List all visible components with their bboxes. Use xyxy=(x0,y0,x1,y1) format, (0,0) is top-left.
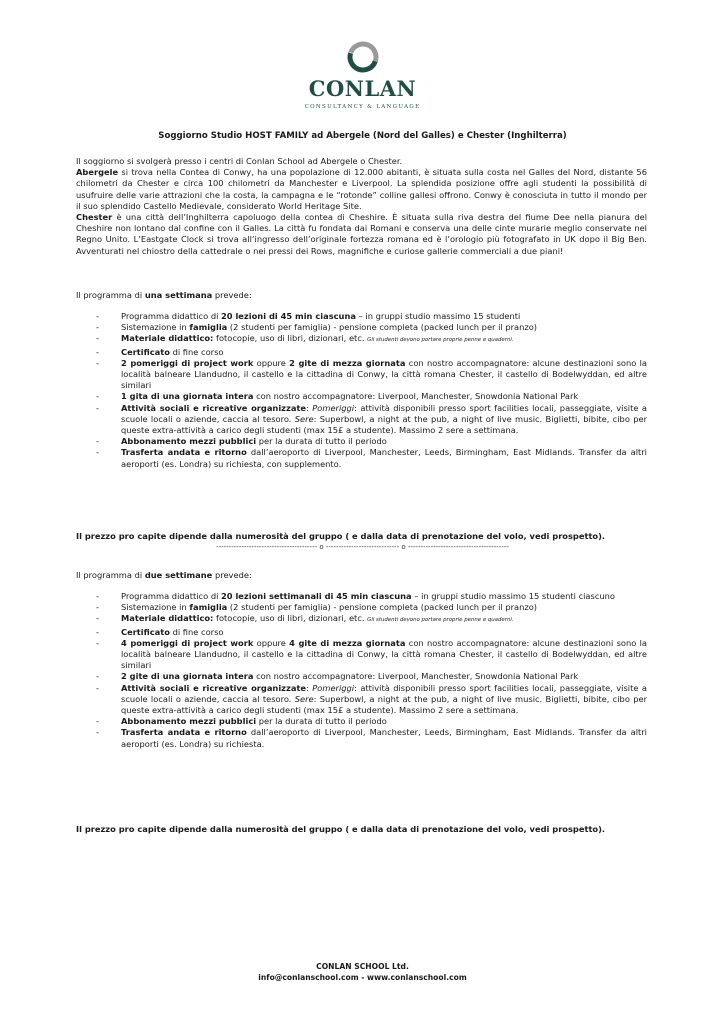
footer-contact[interactable]: info@conlanschool.com - www.conlanschool.com xyxy=(258,973,467,982)
list-item: - 2 gite di una giornata intera con nostro accompagnatore: Liverpool, Manchester, Snowdonia National Park xyxy=(96,671,579,682)
list-item: - Certificato di fine corso xyxy=(96,346,224,357)
program1-heading xyxy=(76,290,647,301)
document-title: Soggiorno Studio HOST FAMILY ad Abergele (Nord del Galles) e Chester (Inghilterra) xyxy=(158,131,567,141)
program1-duration: una settimana xyxy=(144,290,213,300)
list-item: - Trasferta andata e ritorno dall’aeroporto di Liverpool, Manchester, Leeds, Birmingham, East Midlands. Transfer da altri aeroporti (es. Londra) su richiesta. xyxy=(96,727,647,749)
list-item: - 1 gita di una giornata intera con nostro accompagnatore: Liverpool, Manchester, Snowdonia National Park xyxy=(96,391,579,402)
brand-tagline: CONSULTANCY & LANGUAGE xyxy=(304,104,421,110)
abergele-paragraph xyxy=(76,167,647,212)
list-item: - Programma didattico di 20 lezioni di 45 min ciascuna – in gruppi studio massimo 15 studenti xyxy=(96,311,521,321)
program1-list xyxy=(76,311,647,470)
list-item: - Certificato di fine corso xyxy=(96,626,224,637)
intro-section xyxy=(76,156,647,257)
list-item: - Abbonamento mezzi pubblici per la durata di tutto il periodo xyxy=(96,436,387,447)
footer xyxy=(0,961,725,983)
intro-line: Il soggiorno si svolgerà presso i centri di Conlan School ad Abergele o Chester. xyxy=(76,156,403,166)
footer-company: CONLAN SCHOOL Ltd. xyxy=(316,962,409,971)
chester-paragraph xyxy=(76,212,647,257)
chester-name: Chester xyxy=(76,212,113,223)
list-item: - Materiale didattico: fotocopie, uso di libri, dizionari, etc. Gli studenti devono portare proprie penne e quaderni. xyxy=(96,333,514,344)
list-item: - Trasferta andata e ritorno dall’aeroporto di Liverpool, Manchester, Leeds, Birmingham, East Midlands. Transfer da altri aeroporti (es. Londra) su richiesta, con supplemento. xyxy=(96,447,647,469)
program2-price-note: Il prezzo pro capite dipende dalla numerosità del gruppo ( e dalla data di prenotazione del volo, vedi prospetto). xyxy=(76,824,606,834)
program2-heading xyxy=(76,570,647,581)
program1-intro-a: Il programma di xyxy=(76,290,145,300)
program1-intro-c: prevede: xyxy=(212,290,252,300)
list-item: - 2 pomeriggi di project work oppure 2 gite di mezza giornata con nostro accompagnatore: alcune destinazioni sono la località balneare Llandudno, il castello e la cittadina di Conwy, la città romana Chester, il castello di Bodelwyddan, ed altre similari xyxy=(96,357,648,391)
program2-intro-a: Il programma di xyxy=(76,570,145,580)
list-item: - 4 pomeriggi di project work oppure 4 gite di mezza giornata con nostro accompagnatore: alcune destinazioni sono la località balneare Llandudno, il castello e la cittadina di Conwy, la città romana Chester, il castello di Bodelwyddan, ed altre similari xyxy=(96,637,648,671)
conlan-logo xyxy=(0,40,725,110)
list-item: - Attività sociali e ricreative organizzate: Pomeriggi: attività disponibili presso sport facilities locali, passeggiate, visite a scuole locali o aziende, caccia al tesoro. Sere: Superbowl, a night at the pub, a night of live music. Biglietti, bibite, cibo per queste extra-attività a carico degli studenti (max 15£ a studente). Massimo 2 sere a settimana. xyxy=(96,682,647,716)
list-item: - Materiale didattico: fotocopie, uso di libri, dizionari, etc. Gli studenti devono portare proprie penne e quaderni. xyxy=(96,613,514,624)
chester-text: è una città dell’Inghilterra capoluogo della contea di Cheshire. È situata sulla riva destra del fiume Dee nella pianura del Cheshire non lontano dal confine con il Galles. La città fu fondata dai Romani e conserva una delle cinte murarie meglio conservate nel Regno Unito. L’Eastgate Clock si trova all’ingresso dell’originale fortezza romana ed è l’orologio più fotografato in UK dopo il Big Ben. Avventurati nel chiostro della cattedrale o nei pressi dei Rows, magnifiche e curiose gallerie commerciali a due piani! xyxy=(76,212,647,256)
program1-price-note: Il prezzo pro capite dipende dalla numerosità del gruppo ( e dalla data di prenotazione del volo, vedi prospetto). xyxy=(76,531,606,541)
program2-duration: due settimane xyxy=(144,570,213,580)
conlan-logo-icon xyxy=(346,40,380,74)
brand-name: CONLAN xyxy=(308,76,417,101)
list-item: - Attività sociali e ricreative organizzate: Pomeriggi: attività disponibili presso sport facilities locali, passeggiate, visite a scuole locali o aziende, caccia al tesoro. Sere: Superbowl, a night at the pub, a night of live music. Biglietti, bibite, cibo per queste extra-attività a carico degli studenti (max 15£ a studente). Massimo 2 sere a settimana. xyxy=(96,402,647,436)
program2-intro-c: prevede: xyxy=(212,570,252,580)
abergele-text: si trova nella Contea di Conwy, ha una popolazione di 12.000 abitanti, è situata sulla costa nel Galles del Nord, distante 56 chilometri da Chester e circa 100 chilometri da Manchester e Liverpool. La splendida posizione offre agli studenti la possibilità di usufruire delle varie attrazioni che la costa, la campagna e le “rotonde” colline gallesi offrono. Conwy è conosciuta in tutto il mondo per il suo splendido Castello Medievale, considerato World Heritage Site. xyxy=(76,167,647,211)
program2-list xyxy=(76,591,647,750)
list-item: - Programma didattico di 20 lezioni settimanali di 45 min ciascuna – in gruppi studio massimo 15 studenti ciascuno xyxy=(96,591,615,601)
list-item: - Sistemazione in famiglia (2 studenti per famiglia) - pensione completa (packed lunch per il pranzo) xyxy=(96,322,538,333)
list-item: - Sistemazione in famiglia (2 studenti per famiglia) - pensione completa (packed lunch per il pranzo) xyxy=(96,602,538,613)
list-item: - Abbonamento mezzi pubblici per la durata di tutto il periodo xyxy=(96,716,387,727)
section-separator: ---------------------------------------- o ----------------------------- o ---------------------------------------- xyxy=(216,543,509,551)
abergele-name: Abergele xyxy=(76,167,119,178)
